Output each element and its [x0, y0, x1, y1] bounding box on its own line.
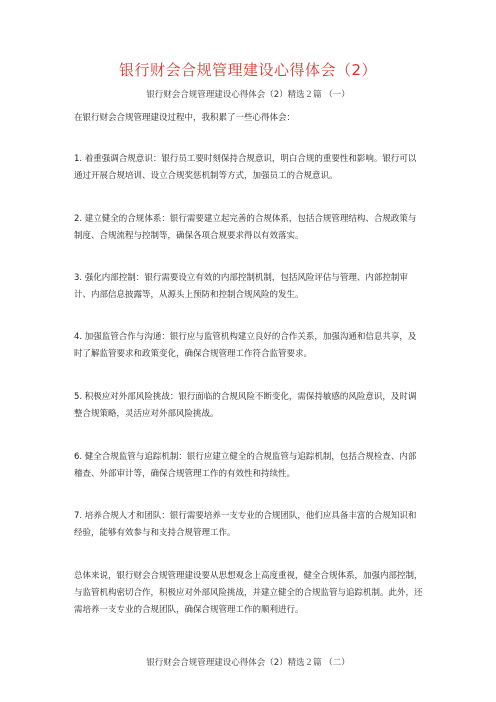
point-1: 1. 着重强调合规意识：银行员工要时刻保持合规意识，明白合规的重要性和影响。银行可以通过开展合规培训、设立合规奖惩机制等方式，加强员工的合规意识。 — [74, 154, 417, 181]
document-title: 银行财会合规管理建设心得体会（2） — [118, 61, 378, 79]
section-subtitle-one: 银行财会合规管理建设心得体会（2）精选２篇 （一） — [146, 90, 350, 100]
point-3: 3. 强化内部控制：银行需要设立有效的内部控制机制，包括风险评估与管理、内部控制审计、内部信息披露等，从源头上预防和控制合规风险的发生。 — [74, 273, 408, 300]
point-6: 6. 健全合规监管与追踪机制：银行应建立健全的合规监管与追踪机制，包括合规检查、内部稽查、外部审计等，确保合规管理工作的有效性和持续性。 — [74, 452, 417, 479]
point-7: 7. 培养合规人才和团队：银行需要培养一支专业的合规团队，他们应具备丰富的合规知识和经验，能够有效参与和支持合规管理工作。 — [74, 511, 417, 538]
point-4: 4. 加强监管合作与沟通：银行应与监管机构建立良好的合作关系，加强沟通和信息共享，及时了解监管要求和政策变化，确保合规管理工作符合监管要求。 — [74, 332, 417, 359]
summary-paragraph: 总体来说，银行财会合规管理建设要从思想观念上高度重视，健全合规体系，加强内部控制，与监管机构密切合作，积极应对外部风险挑战，并建立健全的合规监管与追踪机制。此外，还需培养一支专业的合规团队，确保合规管理工作的顺利进行。 — [74, 571, 423, 615]
point-2: 2. 建立健全的合规体系：银行需要建立起完善的合规体系，包括合规管理结构、合规政策与制度、合规流程与控制等，确保各项合规要求得以有效落实。 — [74, 214, 417, 241]
section-subtitle-two: 银行财会合规管理建设心得体会（2）精选２篇 （二） — [146, 658, 350, 668]
point-5: 5. 积极应对外部风险挑战：银行面临的合规风险不断变化，需保持敏感的风险意识，及时调整合规策略，灵活应对外部风险挑战。 — [74, 392, 417, 419]
intro-paragraph: 在银行财会合规管理建设过程中，我积累了一些心得体会： — [74, 113, 296, 123]
